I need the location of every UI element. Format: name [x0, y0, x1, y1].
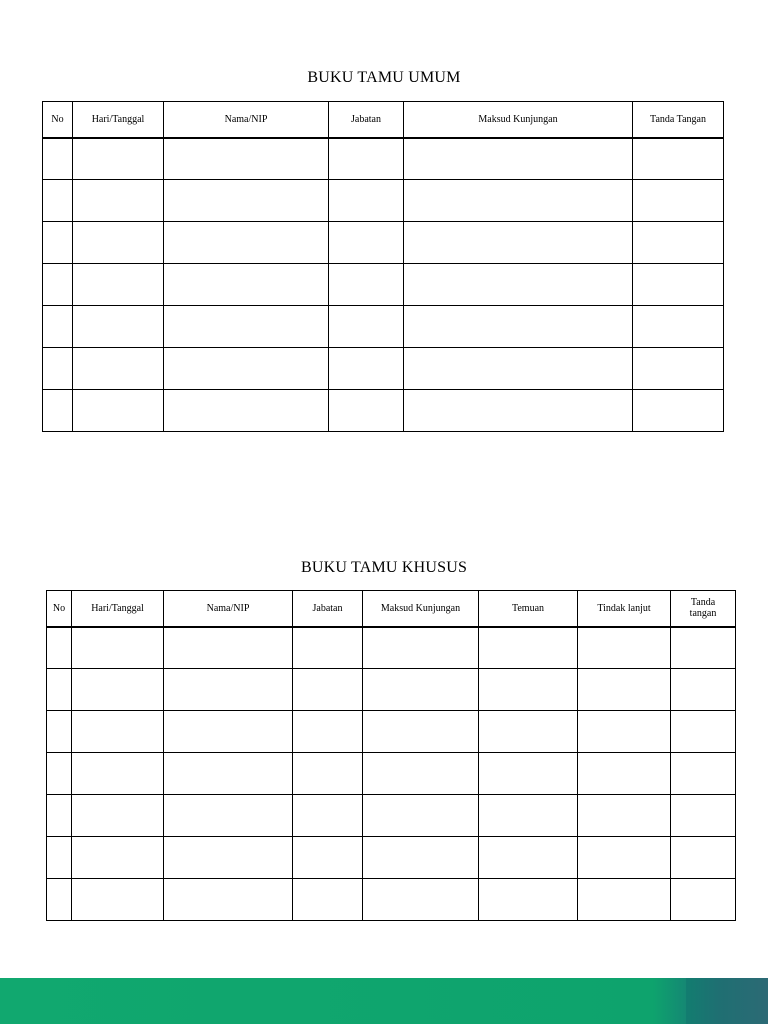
- table-cell[interactable]: [164, 138, 329, 180]
- col-header-maksud-kunjungan: Maksud Kunjungan: [363, 591, 479, 627]
- table-cell[interactable]: [43, 390, 73, 432]
- table-row: [47, 669, 736, 711]
- table-row: [47, 627, 736, 669]
- col-header-hari-tanggal: Hari/Tanggal: [73, 102, 164, 138]
- table-cell[interactable]: [164, 180, 329, 222]
- table-cell[interactable]: [479, 879, 578, 921]
- table-cell[interactable]: [404, 390, 633, 432]
- table-cell[interactable]: [73, 390, 164, 432]
- table-row: [43, 306, 724, 348]
- table-row: [43, 264, 724, 306]
- col-header-no: No: [47, 591, 72, 627]
- table-cell[interactable]: [578, 837, 671, 879]
- table-cell[interactable]: [329, 348, 404, 390]
- table-cell[interactable]: [329, 222, 404, 264]
- table-cell[interactable]: [72, 753, 164, 795]
- table-cell[interactable]: [404, 306, 633, 348]
- col-header-tindak-lanjut: Tindak lanjut: [578, 591, 671, 627]
- table-row: [43, 390, 724, 432]
- table-cell[interactable]: [164, 264, 329, 306]
- col-header-nama-nip: Nama/NIP: [164, 591, 293, 627]
- table-row: [47, 711, 736, 753]
- table-cell[interactable]: [164, 390, 329, 432]
- table-cell[interactable]: [43, 348, 73, 390]
- table-cell[interactable]: [164, 306, 329, 348]
- footer-accent: [686, 978, 768, 1024]
- table-cell[interactable]: [671, 753, 736, 795]
- col-header-temuan: Temuan: [479, 591, 578, 627]
- table-cell[interactable]: [164, 669, 293, 711]
- table-cell[interactable]: [72, 837, 164, 879]
- table-cell[interactable]: [329, 306, 404, 348]
- table-cell[interactable]: [633, 390, 724, 432]
- table-cell[interactable]: [578, 711, 671, 753]
- table-cell[interactable]: [43, 180, 73, 222]
- col-header-no: No: [43, 102, 73, 138]
- table-cell[interactable]: [164, 753, 293, 795]
- buku-tamu-khusus-title: BUKU TAMU KHUSUS: [300, 559, 468, 576]
- table-cell[interactable]: [293, 711, 363, 753]
- table-cell[interactable]: [363, 837, 479, 879]
- table-cell[interactable]: [72, 711, 164, 753]
- col-header-hari-tanggal: Hari/Tanggal: [72, 591, 164, 627]
- table-cell[interactable]: [578, 795, 671, 837]
- table-cell[interactable]: [293, 879, 363, 921]
- table-cell[interactable]: [293, 837, 363, 879]
- table-cell[interactable]: [633, 222, 724, 264]
- table-cell[interactable]: [47, 627, 72, 669]
- table-cell[interactable]: [363, 795, 479, 837]
- table-cell[interactable]: [47, 711, 72, 753]
- table-cell[interactable]: [73, 222, 164, 264]
- buku-tamu-khusus-table: [46, 590, 736, 921]
- table-cell[interactable]: [633, 138, 724, 180]
- table-cell[interactable]: [671, 669, 736, 711]
- table-cell[interactable]: [293, 753, 363, 795]
- table-cell[interactable]: [293, 795, 363, 837]
- header-row: [47, 591, 736, 627]
- table-cell[interactable]: [479, 627, 578, 669]
- table-cell[interactable]: [363, 711, 479, 753]
- table-cell[interactable]: [363, 879, 479, 921]
- table-cell[interactable]: [404, 222, 633, 264]
- footer-bar: [0, 978, 768, 1024]
- table-cell[interactable]: [633, 180, 724, 222]
- table-cell[interactable]: [671, 795, 736, 837]
- table-cell[interactable]: [363, 627, 479, 669]
- table-cell[interactable]: [47, 879, 72, 921]
- table-cell[interactable]: [479, 795, 578, 837]
- table-cell[interactable]: [47, 669, 72, 711]
- table-row: [47, 879, 736, 921]
- table-cell[interactable]: [671, 837, 736, 879]
- table-row: [47, 837, 736, 879]
- table-cell[interactable]: [363, 753, 479, 795]
- table-cell[interactable]: [329, 138, 404, 180]
- table-cell[interactable]: [164, 879, 293, 921]
- table-cell[interactable]: [43, 222, 73, 264]
- table-cell[interactable]: [633, 306, 724, 348]
- table-cell[interactable]: [363, 669, 479, 711]
- table-cell[interactable]: [73, 138, 164, 180]
- table-cell[interactable]: [43, 264, 73, 306]
- table-cell[interactable]: [633, 264, 724, 306]
- table-row: [43, 180, 724, 222]
- header-row: [43, 102, 724, 138]
- table-cell[interactable]: [578, 879, 671, 921]
- table-row: [47, 753, 736, 795]
- col-header-tanda-tangan: Tanda Tangan: [633, 102, 724, 138]
- table-cell[interactable]: [404, 180, 633, 222]
- buku-tamu-umum-title: BUKU TAMU UMUM: [307, 69, 461, 86]
- table-cell[interactable]: [671, 711, 736, 753]
- col-header-jabatan: Jabatan: [329, 102, 404, 138]
- table-cell[interactable]: [479, 753, 578, 795]
- table-row: [47, 795, 736, 837]
- table-cell[interactable]: [72, 795, 164, 837]
- table-cell[interactable]: [43, 306, 73, 348]
- table-cell[interactable]: [578, 627, 671, 669]
- table-cell[interactable]: [479, 669, 578, 711]
- table-cell[interactable]: [73, 264, 164, 306]
- table-cell[interactable]: [43, 138, 73, 180]
- table-cell[interactable]: [164, 222, 329, 264]
- table-cell[interactable]: [73, 180, 164, 222]
- table-cell[interactable]: [578, 753, 671, 795]
- table-cell[interactable]: [47, 837, 72, 879]
- table-cell[interactable]: [73, 348, 164, 390]
- table-cell[interactable]: [671, 627, 736, 669]
- table-cell[interactable]: [329, 180, 404, 222]
- table-cell[interactable]: [72, 627, 164, 669]
- table-cell[interactable]: [164, 795, 293, 837]
- table-cell[interactable]: [404, 138, 633, 180]
- table-cell[interactable]: [633, 348, 724, 390]
- table-cell[interactable]: [72, 879, 164, 921]
- table-cell[interactable]: [47, 753, 72, 795]
- table-row: [43, 222, 724, 264]
- col-header-jabatan: Jabatan: [293, 591, 363, 627]
- table-cell[interactable]: [164, 627, 293, 669]
- buku-tamu-umum-table: [42, 101, 724, 432]
- table-cell[interactable]: [404, 348, 633, 390]
- table-cell[interactable]: [72, 669, 164, 711]
- table-cell[interactable]: [479, 711, 578, 753]
- table-cell[interactable]: [293, 669, 363, 711]
- table-cell[interactable]: [293, 627, 363, 669]
- table-row: [43, 348, 724, 390]
- table-row: [43, 138, 724, 180]
- col-header-maksud-kunjungan: Maksud Kunjungan: [404, 102, 633, 138]
- table-cell[interactable]: [404, 264, 633, 306]
- table-cell[interactable]: [578, 669, 671, 711]
- table-cell[interactable]: [164, 348, 329, 390]
- table-cell[interactable]: [47, 795, 72, 837]
- table-cell[interactable]: [479, 837, 578, 879]
- table-cell[interactable]: [164, 837, 293, 879]
- col-header-tanda-tangan: Tanda tangan: [671, 591, 736, 627]
- table-cell[interactable]: [329, 390, 404, 432]
- table-cell[interactable]: [329, 264, 404, 306]
- table-cell[interactable]: [671, 879, 736, 921]
- col-header-nama-nip: Nama/NIP: [164, 102, 329, 138]
- table-cell[interactable]: [73, 306, 164, 348]
- table-cell[interactable]: [164, 711, 293, 753]
